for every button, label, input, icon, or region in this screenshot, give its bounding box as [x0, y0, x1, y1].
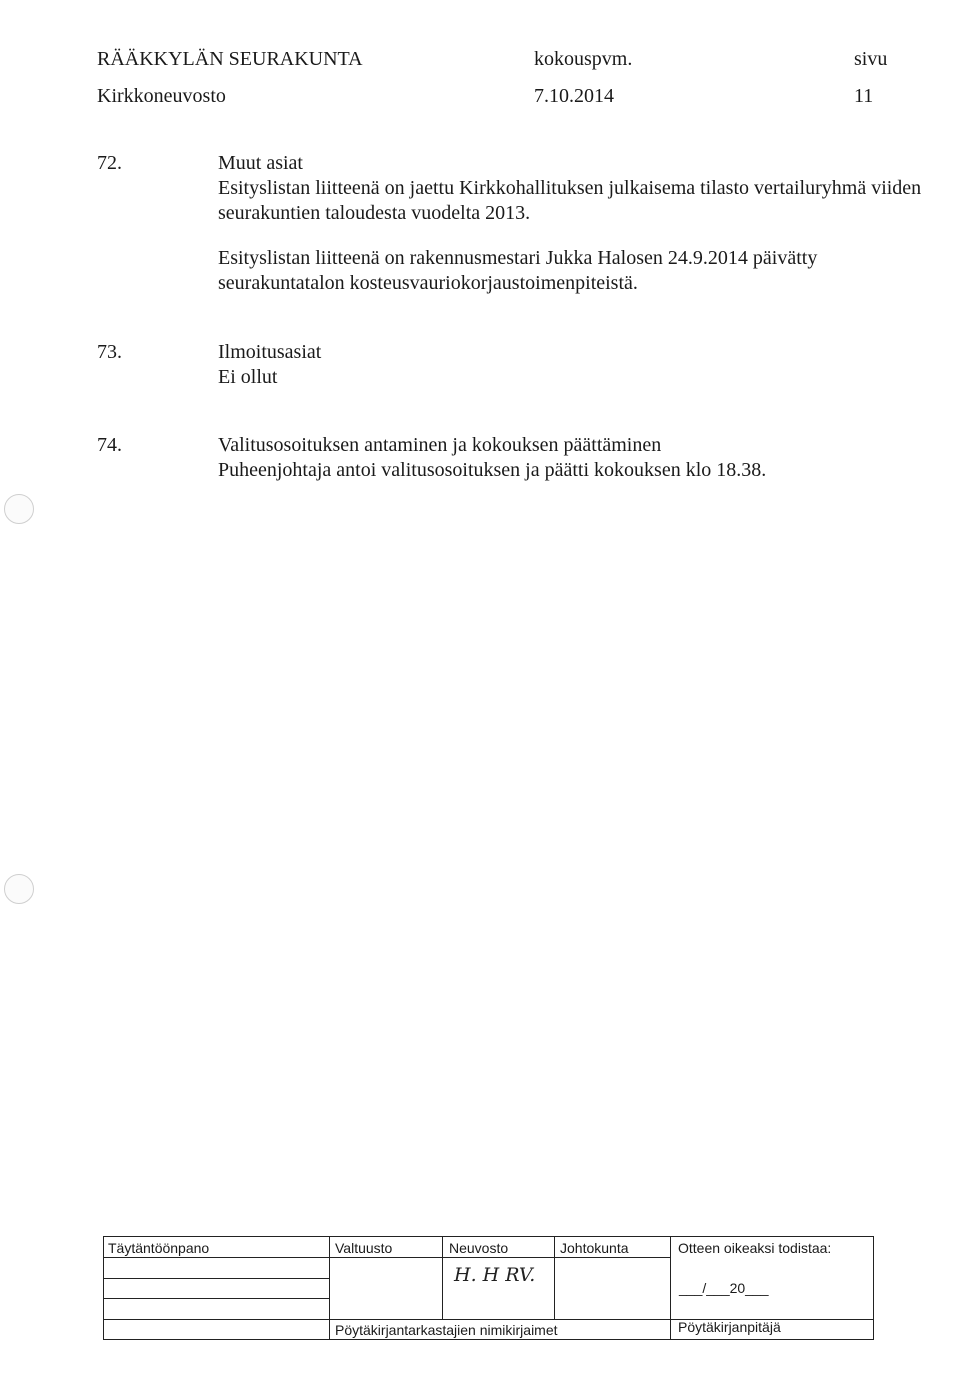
- item-72-title: Muut asiat: [218, 152, 303, 174]
- item-72-paragraph-1-line-2: seurakuntien taloudesta vuodelta 2013.: [218, 202, 531, 224]
- table-divider: [670, 1237, 671, 1339]
- column-execution: Täytäntöönpano: [108, 1240, 210, 1256]
- table-divider: [554, 1237, 555, 1319]
- inspectors-initials-caption: Pöytäkirjantarkastajien nimikirjaimet: [335, 1322, 558, 1338]
- header-page-label: sivu: [854, 48, 888, 70]
- item-73-number: 73.: [97, 341, 122, 363]
- item-72-number: 72.: [97, 152, 122, 174]
- header-body: Kirkkoneuvosto: [97, 85, 226, 107]
- certified-date-blank: ___/___20___: [679, 1280, 769, 1296]
- table-divider: [104, 1319, 670, 1320]
- header-page-number: 11: [854, 85, 874, 107]
- column-committee: Johtokunta: [560, 1240, 629, 1256]
- table-divider: [329, 1237, 330, 1339]
- footer-signature-table: [103, 1236, 874, 1340]
- secretary-caption: Pöytäkirjanpitäjä: [678, 1319, 781, 1335]
- table-divider: [104, 1278, 329, 1279]
- table-divider: [104, 1298, 329, 1299]
- item-74-title: Valitusosoituksen antaminen ja kokouksen päättäminen: [218, 434, 662, 456]
- item-73-title: Ilmoitusasiat: [218, 341, 322, 363]
- item-72-paragraph-2-line-2: seurakuntatalon kosteusvauriokorjaustoimenpiteistä.: [218, 272, 638, 294]
- table-divider: [442, 1237, 443, 1319]
- table-divider: [104, 1257, 670, 1258]
- item-72-paragraph-2-line-1: Esityslistan liitteenä on rakennusmestari Jukka Halosen 24.9.2014 päivätty: [218, 247, 818, 269]
- column-board: Neuvosto: [449, 1240, 509, 1256]
- punch-hole-bottom: [4, 874, 34, 904]
- header-date: 7.10.2014: [534, 85, 614, 107]
- item-73-line-1: Ei ollut: [218, 366, 278, 388]
- header-date-label: kokouspvm.: [534, 48, 633, 70]
- inspector-initials-signature: H. H RV.: [454, 1264, 536, 1286]
- item-74-number: 74.: [97, 434, 122, 456]
- certified-copy-label: Otteen oikeaksi todistaa:: [678, 1240, 832, 1256]
- item-72-paragraph-1-line-1: Esityslistan liitteenä on jaettu Kirkkohallituksen julkaisema tilasto vertailuryhmä viiden: [218, 177, 922, 199]
- item-74-line-1: Puheenjohtaja antoi valitusosoituksen ja päätti kokouksen klo 18.38.: [218, 459, 767, 481]
- column-council: Valtuusto: [335, 1240, 393, 1256]
- punch-hole-top: [4, 494, 34, 524]
- header-organization: RÄÄKKYLÄN SEURAKUNTA: [97, 48, 363, 70]
